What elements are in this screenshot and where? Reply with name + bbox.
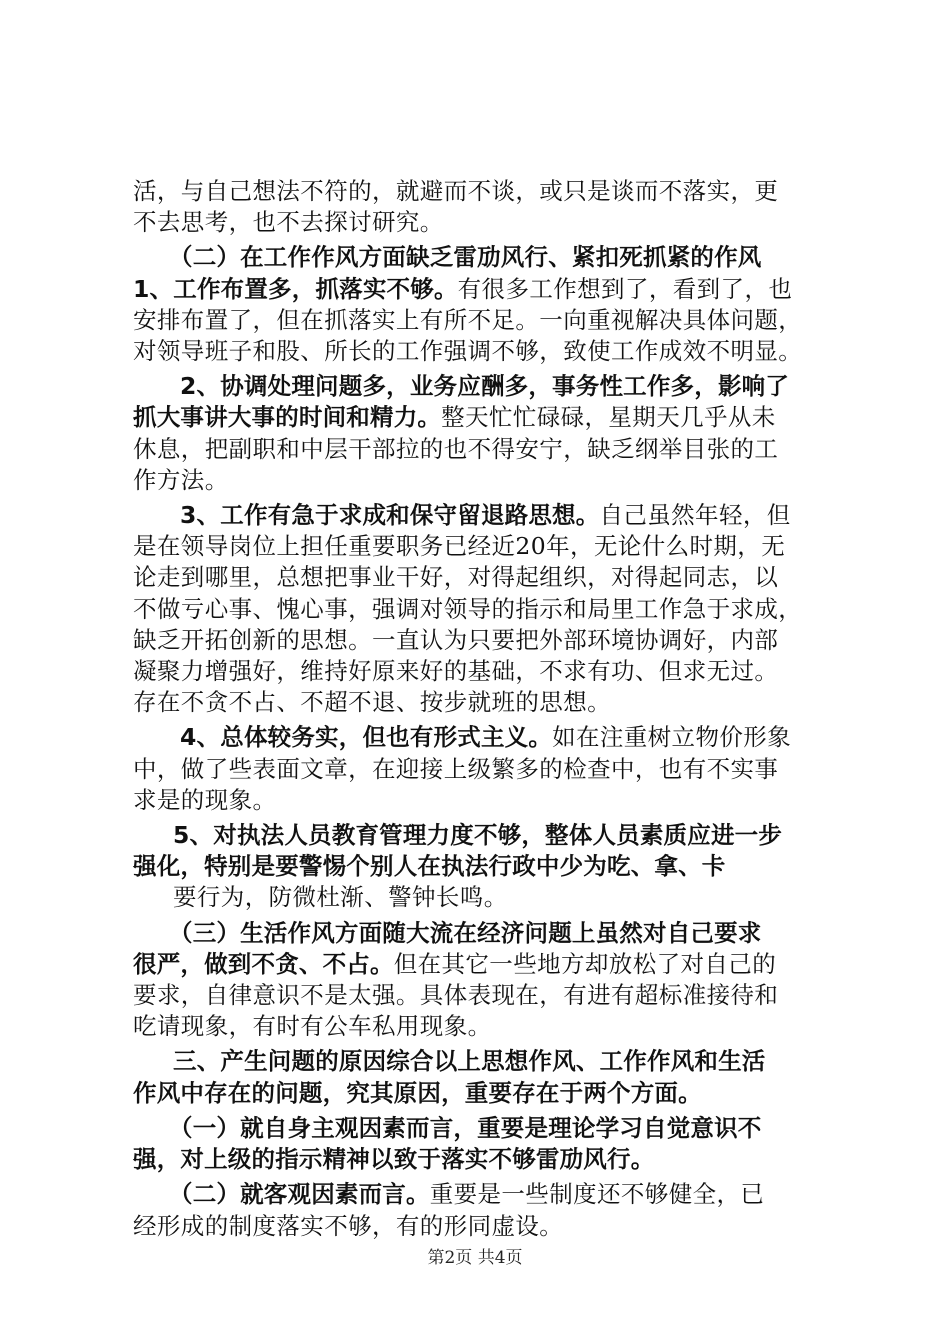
text-line: 存在不贪不占、不超不退、按步就班的思想。 [133, 688, 611, 717]
section-heading: （三）生活作风方面随大流在经济问题上虽然对自己要求 [169, 918, 762, 947]
item-text: 有很多工作想到了，看到了，也 [457, 274, 793, 303]
text-line: 经形成的制度落实不够，有的形同虚设。 [133, 1211, 564, 1240]
text-line: 求是的现象。 [133, 785, 277, 814]
item-heading: 抓大事讲大事的时间和精力。 [133, 403, 442, 432]
text-line: 吃请现象，有时有公车私用现象。 [133, 1012, 492, 1041]
item-heading: 3、工作有急于求成和保守留退路思想。 [180, 501, 600, 530]
paragraph-line [133, 500, 833, 531]
text-line: 安排布置了，但在抓落实上有所不足。一向重视解决具体问题， [133, 305, 803, 334]
text-line: 对领导班子和股、所长的工作强调不够，致使工作成效不明显。 [133, 337, 803, 366]
section-heading: 很严，做到不贪、不占。 [133, 949, 394, 978]
text-line: 休息，把副职和中层干部拉的也不得安宁，缺乏纲举目张的工 [133, 434, 779, 463]
item-text: 整天忙忙碌碌，星期天几乎从未 [441, 403, 776, 432]
section-heading: （二）在工作作风方面缺乏雷劢风行、紧扣死抓紧的作风 [169, 243, 762, 272]
page-number: 第2页 共4页 [427, 1248, 523, 1268]
paragraph-line [133, 722, 833, 753]
text-line: 要求，自律意识不是太强。具体表现在，有进有超标准接待和 [133, 981, 779, 1010]
item-heading: 5、对执法人员教育管理力度不够，整体人员素质应进一步 [173, 821, 783, 850]
text-line: 凝聚力增强好，维持好原来好的基础，不求有功、但求无过。 [133, 657, 779, 686]
item-text: 自己虽然年轻，但 [599, 501, 791, 530]
text-line: 活，与自己想法不符的，就避而不谈，或只是谈而不落实，更 [133, 177, 779, 205]
text-line: 是在领导岗位上担任重要职务已经近20年，无论什么时期，无 [133, 532, 786, 561]
text-line: 不去思考，也不去探讨研究。 [133, 208, 444, 237]
paragraph-line [133, 274, 833, 305]
text-line: 要行为，防微杜渐、警钟长鸣。 [173, 883, 508, 912]
text-line: 中，做了些表面文章，在迎接上级繁多的检查中，也有不实事 [133, 754, 779, 783]
paragraph-line [133, 949, 833, 980]
item-heading: 强化，特别是要警惕个别人在执法行政中少为吃、拿、卡 [133, 852, 726, 881]
text-line: 缺乏开拓创新的思想。一直认为只要把外部环境协调好，内部 [133, 625, 779, 654]
document-body [133, 176, 833, 1242]
item-heading: 1、工作布置多，抓落实不够。 [133, 274, 458, 303]
text-line: 不做亏心事、愧心事，强调对领导的指示和局里工作急于求成， [133, 594, 803, 623]
subsection-heading: （一）就自身主观因素而言，重要是理论学习自觉意识不 [169, 1113, 762, 1142]
subsection-heading: （二）就客观因素而言。 [169, 1180, 430, 1209]
subsection-text: 重要是一些制度还不够健全，已 [429, 1180, 765, 1209]
item-heading: 4、总体较务实，但也有形式主义。 [180, 723, 553, 752]
item-text: 如在注重树立物价形象 [552, 723, 792, 752]
subsection-heading: 强，对上级的指示精神以致于落实不够雷劢风行。 [133, 1145, 655, 1174]
paragraph-line [133, 1179, 833, 1210]
paragraph-line [133, 402, 833, 433]
section-text: 但在其它一些地方却放松了对自己的 [393, 949, 777, 978]
part-heading: 作风中存在的问题，究其原因，重要存在于两个方面。 [133, 1078, 702, 1107]
part-heading: 三、产生问题的原因综合以上思想作风、工作作风和生活 [173, 1047, 766, 1076]
text-line: 论走到哪里，总想把事业干好，对得起组织，对得起同志，以 [133, 563, 779, 592]
text-line: 作方法。 [133, 465, 229, 494]
item-heading: 2、协调处理问题多，业务应酬多，事务性工作多，影响了 [180, 372, 790, 401]
